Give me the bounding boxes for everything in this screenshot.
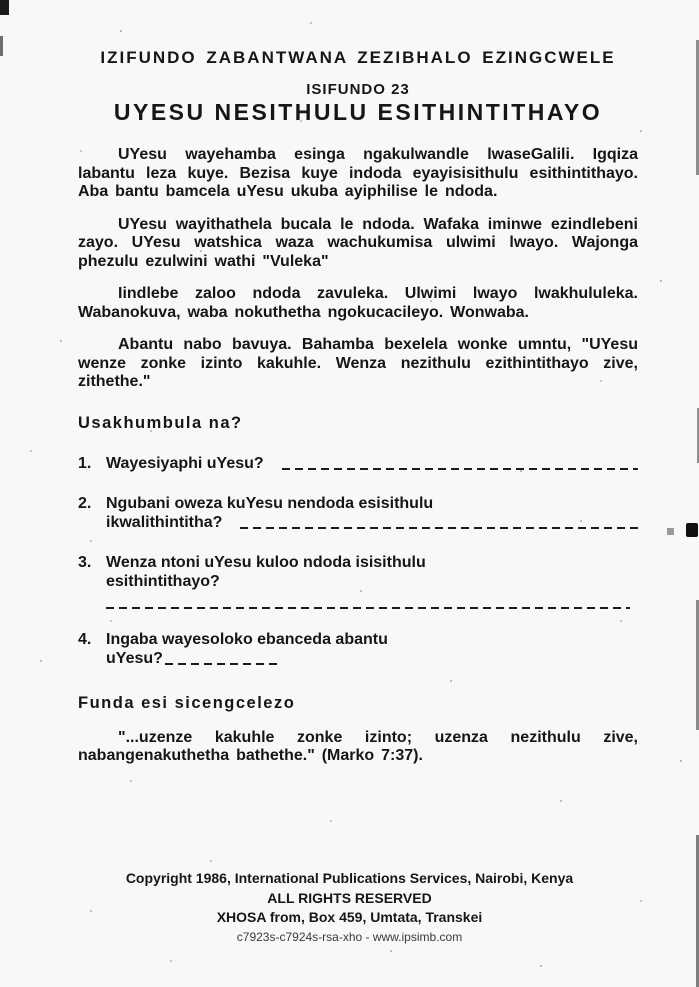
question-text: Wenza ntoni uYesu kuloo ndoda isisithulu <box>106 553 426 571</box>
rights-line: ALL RIGHTS RESERVED <box>267 889 432 906</box>
catalog-code: c7923s-c7924s-rsa-xho - www.ipsimb.com <box>236 929 463 944</box>
verse-heading: Funda esi sicengcelezo <box>78 693 296 712</box>
lesson-page <box>78 48 638 766</box>
copyright-line: Copyright 1986, International Publications Services, Nairobi, Kenya <box>125 870 574 886</box>
memory-verse: "...uzenze kakuhle zonke izinto; uzenza nezithulu zive, nabangenakuthetha bathethe." (Marko 7:37). <box>78 728 638 764</box>
scan-artifact-top-left <box>0 0 9 15</box>
question-number: 1. <box>78 454 92 472</box>
ink-blot <box>667 528 674 535</box>
ink-blot <box>686 523 698 537</box>
lesson-number: ISIFUNDO 23 <box>306 81 410 98</box>
question-1 <box>78 454 638 473</box>
story-paragraph: UYesu wayehamba esinga ngakulwandle lwaseGalili. Igqiza labantu leza kuye. Bezisa kuye indoda eyayisisithulu esithintithayo. Aba bantu bamcela uYesu ukuba ayiphilise le ndoda. <box>78 146 638 200</box>
story-paragraph: Iindlebe zaloo ndoda zavuleka. Ulwimi lwayo lwakhululeka. Wabanokuva, waba nokuthetha ngokucacileyo. Wonwaba. <box>78 285 638 321</box>
question-number: 2. <box>78 494 92 512</box>
page-title: UYESU NESITHULU ESITHINTITHAYO <box>113 99 603 125</box>
series-title: IZIFUNDO ZABANTWANA ZEZIBHALO EZINGCWELE <box>100 48 616 67</box>
answer-blank <box>165 650 277 668</box>
question-text: Ngubani oweza kuYesu nendoda esisithulu <box>106 494 434 512</box>
question-text: esithintithayo? <box>106 572 220 590</box>
question-text: ikwalithintitha? <box>106 513 223 531</box>
story-paragraph: Abantu nabo bavuya. Bahamba bexelela wonke umntu, "UYesu wenze zonke izinto kakuhle. Wenza nezithulu ezithintithayo zive, zithethe." <box>78 336 638 390</box>
question-text: uYesu? <box>106 649 163 667</box>
question-number: 4. <box>78 630 92 648</box>
question-text: Ingaba wayesoloko ebanceda abantu <box>106 630 388 648</box>
question-4 <box>78 630 638 668</box>
scan-noise <box>0 0 2 2</box>
question-2 <box>78 494 638 532</box>
story-paragraph: UYesu wayithathela bucala le ndoda. Wafaka iminwe ezindlebeni zayo. UYesu watshica waza wachukumisa ulwimi lwayo. Wajonga phezulu ezulwini wathi "Vuleka" <box>78 215 638 270</box>
answer-blank <box>240 514 638 532</box>
quiz-heading: Usakhumbula na? <box>78 413 243 432</box>
question-number: 3. <box>78 553 92 571</box>
address-line: XHOSA from, Box 459, Umtata, Transkei <box>216 909 483 925</box>
answer-blank <box>106 607 630 609</box>
footer <box>0 869 699 944</box>
answer-blank <box>282 455 638 473</box>
question-3 <box>78 553 638 609</box>
question-text: Wayesiyaphi uYesu? <box>106 454 264 472</box>
scan-artifact-left-edge <box>0 36 3 56</box>
